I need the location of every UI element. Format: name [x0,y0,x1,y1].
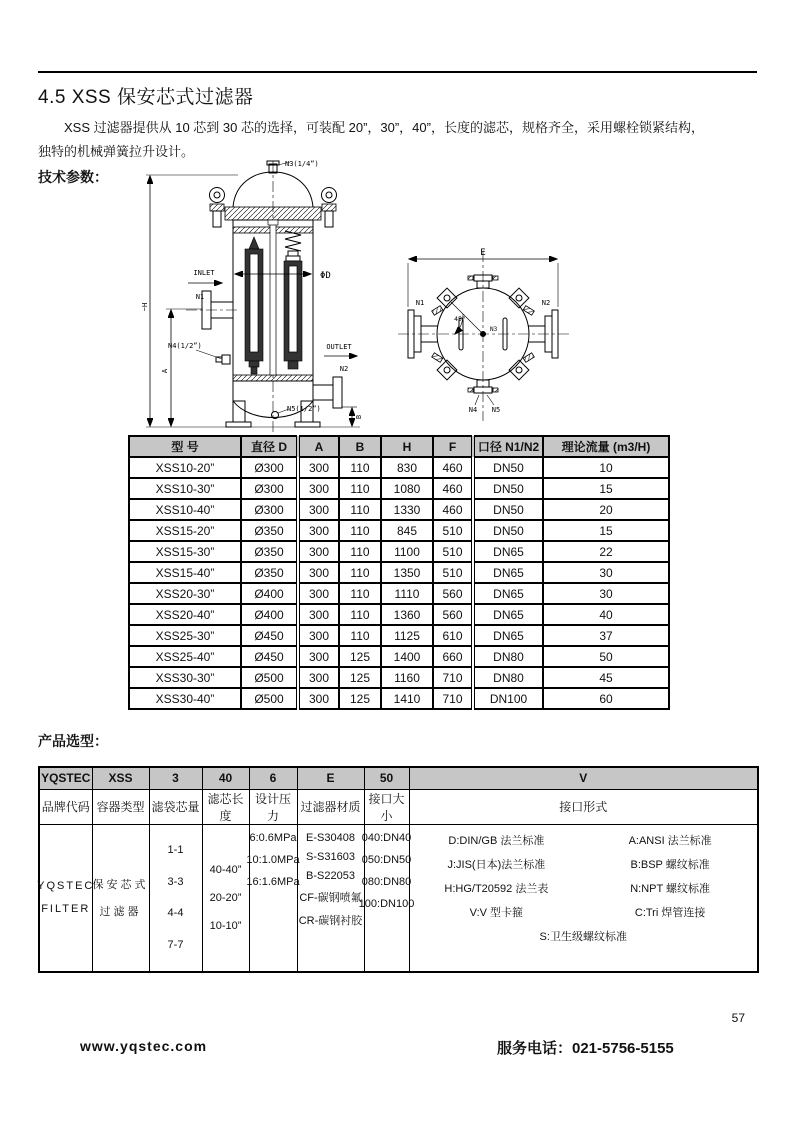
spec-cell: 125 [339,646,381,667]
spec-cell: Ø300 [241,499,298,520]
spec-cell: 15 [543,478,669,499]
col-header-diameter: 直径 D [241,436,298,457]
spec-cell: 10 [543,457,669,478]
port-form-option: J:JIS(日本)法兰标准 [447,858,546,871]
selection-label-row [39,789,758,824]
spec-cell: 300 [298,646,339,667]
spec-cell: 110 [339,457,381,478]
spec-cell: 110 [339,604,381,625]
spec-cell: 125 [339,688,381,709]
spec-cell: Ø450 [241,625,298,646]
col-header-model: 型 号 [129,436,241,457]
quantity-option: 3-3 [167,875,184,888]
spec-cell: 300 [298,604,339,625]
spec-cell: XSS15-40” [129,562,241,583]
spec-cell: 37 [543,625,669,646]
col-header-a: A [298,436,339,457]
outlet-n2-label: N2 [339,365,349,373]
code-quantity: 3 [149,767,202,789]
port-size-option: 080:DN80 [361,875,412,888]
pressure-option: 16:1.6MPa [246,875,300,888]
spec-cell: DN50 [473,457,543,478]
port-form-option: C:Tri 焊管连接 [634,906,706,919]
spec-cell: 1330 [381,499,433,520]
spec-cell: XSS25-30” [129,625,241,646]
code-length: 40 [202,767,249,789]
port-form-option: V:V 型卡箍 [469,906,524,919]
spec-cell: XSS30-30” [129,667,241,688]
label-port-size: 接口大小 [364,789,409,824]
brand-line: FILTER [41,903,91,915]
spec-cell: Ø350 [241,541,298,562]
pressure-option: 6:0.6MPa [249,831,297,844]
spec-cell: 300 [298,499,339,520]
spec-header-row [129,436,669,457]
label-port-form: 接口形式 [409,789,758,824]
spec-cell: 110 [339,583,381,604]
spec-cell: 460 [433,457,473,478]
col-header-h: H [381,436,433,457]
spec-cell: 110 [339,478,381,499]
spec-cell: 710 [433,667,473,688]
spec-cell: 1110 [381,583,433,604]
label-length: 滤芯长度 [202,789,249,824]
selection-body-row [39,824,758,972]
dim-e-label: E [480,248,486,258]
cell-pressure [246,824,300,972]
table-row [129,520,669,541]
spec-cell: XSS10-20” [129,457,241,478]
spec-cell: 110 [339,499,381,520]
product-selection-label: 产品选型： [38,733,108,749]
spec-cell: 1350 [381,562,433,583]
code-series: XSS [92,767,149,789]
code-material: E [297,767,364,789]
n4-label: N4 [468,406,478,414]
dim-a-label: A [161,368,169,374]
table-row [129,604,669,625]
intro-paragraph [38,116,757,164]
spec-cell: DN50 [473,478,543,499]
cell-brand [37,824,95,972]
port-form-option: H:HG/T20592 法兰表 [444,882,549,895]
spec-cell: DN65 [473,562,543,583]
spec-cell: 660 [433,646,473,667]
spec-cell: 50 [543,646,669,667]
header-rule [38,71,757,73]
cell-series [92,824,149,972]
spec-cell: DN80 [473,667,543,688]
spec-cell: 560 [433,604,473,625]
spec-cell: 460 [433,499,473,520]
spec-cell: XSS20-30” [129,583,241,604]
material-option: B-S22053 [306,869,355,882]
spec-table [128,435,670,710]
spec-cell: 300 [298,457,339,478]
dim-d-label: ΦD [320,271,331,281]
spec-cell: 1100 [381,541,433,562]
quantity-option: 4-4 [167,907,184,920]
footer-phone: 服务电话：021-5756-5155 [497,1040,674,1057]
spec-cell: DN65 [473,604,543,625]
label-quantity: 滤袋芯量 [149,789,202,824]
col-header-port: 口径 N1/N2 [473,436,543,457]
spec-cell: 845 [381,520,433,541]
eyebolt-left-icon [210,188,225,228]
spec-cell: DN65 [473,625,543,646]
type-line: 过滤器 [99,906,142,918]
spec-cell: XSS10-40” [129,499,241,520]
spec-cell: DN50 [473,520,543,541]
spec-cell: DN65 [473,583,543,604]
spec-cell: 30 [543,583,669,604]
material-option: CR-碳钢衬胶 [298,914,363,927]
length-option: 40-40” [209,863,242,876]
label-material: 过滤器材质 [297,789,364,824]
table-row [129,583,669,604]
n3-nozzle-label: N3(1/4”) [285,160,319,168]
table-row [129,541,669,562]
table-row [129,646,669,667]
label-series: 容器类型 [92,789,149,824]
selection-table [38,766,759,973]
spec-cell: XSS15-20” [129,520,241,541]
spec-cell: 110 [339,625,381,646]
col-header-b: B [339,436,381,457]
spec-cell: 125 [339,667,381,688]
quantity-option: 7-7 [167,938,184,951]
spec-cell: Ø300 [241,457,298,478]
table-row [129,457,669,478]
spec-cell: 110 [339,562,381,583]
port-form-bottom-option: S:卫生级螺纹标准 [539,930,627,943]
inlet-n1-label: N1 [195,293,205,301]
spec-cell: 1360 [381,604,433,625]
spec-cell: 300 [298,562,339,583]
label-brand: 品牌代码 [39,789,92,824]
spec-cell: 1080 [381,478,433,499]
cell-length [202,824,249,972]
spec-cell: 30 [543,562,669,583]
spec-cell: 300 [298,541,339,562]
material-option: E-S30408 [306,831,355,844]
spec-cell: Ø500 [241,688,298,709]
spec-cell: XSS15-30” [129,541,241,562]
spec-cell: 110 [339,520,381,541]
spec-cell: 510 [433,520,473,541]
table-row [129,562,669,583]
spec-cell: 1125 [381,625,433,646]
cell-quantity [149,824,202,972]
spec-cell: 15 [543,520,669,541]
brand-line: YQSTEC [37,880,95,892]
spec-cell: 1160 [381,667,433,688]
tech-params-label: 技术参数： [38,169,108,185]
spec-cell: 60 [543,688,669,709]
spec-cell: 20 [543,499,669,520]
spec-cell: 1400 [381,646,433,667]
label-pressure: 设计压力 [249,789,297,824]
type-line: 保安芯式 [92,879,149,891]
quantity-option: 1-1 [167,844,184,857]
intro-line-1: XSS 过滤器提供从 10 芯到 30 芯的选择，可装配 20”，30”，40”，长度的滤芯，规格齐全，采用螺栓锁紧结构， [64,120,704,135]
spec-cell: 460 [433,478,473,499]
n4-nozzle-label: N4(1/2”) [168,342,202,350]
spec-cell: Ø450 [241,646,298,667]
material-option: CF-碳钢喷氟 [299,891,362,904]
spec-cell: 300 [298,625,339,646]
spec-cell: 40 [543,604,669,625]
footer-website: www.yqstec.com [80,1038,208,1054]
dim-h-label: ~H [141,302,149,312]
inlet-label: INLET [193,269,215,277]
n2-topview-label: N2 [541,299,551,307]
cell-port-size [358,824,415,972]
spec-cell: DN100 [473,688,543,709]
dim-b-label: B [355,414,363,420]
port-form-option: D:DIN/GB 法兰标准 [448,834,545,847]
code-port-form: V [409,767,758,789]
spec-cell: DN80 [473,646,543,667]
code-port-size: 50 [364,767,409,789]
intro-line-2: 独特的机械弹簧拉升设计。 [38,144,195,159]
spec-cell: 560 [433,583,473,604]
spec-cell: 830 [381,457,433,478]
port-form-option: N:NPT 螺纹标准 [630,882,711,895]
port-form-option: A:ANSI 法兰标准 [628,834,712,847]
spec-cell: 22 [543,541,669,562]
table-row [129,625,669,646]
n5-label: N5 [491,406,501,414]
spec-cell: Ø500 [241,667,298,688]
spec-cell: 510 [433,541,473,562]
table-row [129,499,669,520]
eyebolt-right-icon [322,188,337,228]
spec-cell: Ø350 [241,562,298,583]
spec-cell: 45 [543,667,669,688]
n3-center-label: N3 [490,326,498,333]
spec-cell: 710 [433,688,473,709]
spec-cell: Ø300 [241,478,298,499]
n5-drain-label: N5(1/2”) [287,405,321,413]
col-header-f: F [433,436,473,457]
spec-cell: 300 [298,478,339,499]
front-view [141,160,363,433]
spec-cell: XSS20-40” [129,604,241,625]
port-size-option: 050:DN50 [361,853,412,866]
col-header-flow: 理论流量 (m3/H) [543,436,669,457]
spec-cell: 1410 [381,688,433,709]
top-view [398,248,570,421]
spec-cell: Ø400 [241,604,298,625]
spec-cell: Ø400 [241,583,298,604]
code-pressure: 6 [249,767,297,789]
spec-cell: 610 [433,625,473,646]
spec-cell: 300 [298,688,339,709]
spec-cell: 300 [298,583,339,604]
selection-code-row [39,767,758,789]
table-row [129,667,669,688]
port-size-option: 100:DN100 [358,897,415,910]
spec-cell: 300 [298,667,339,688]
spec-cell: 300 [298,520,339,541]
cell-port-form [409,824,758,972]
pressure-option: 10:1.0MPa [246,853,300,866]
spec-cell: 510 [433,562,473,583]
spec-cell: 110 [339,541,381,562]
port-form-option: B:BSP 螺纹标准 [630,858,710,871]
port-size-option: 040:DN40 [361,831,412,844]
code-brand: YQSTEC [39,767,92,789]
n1-topview-label: N1 [415,299,425,307]
table-row [129,688,669,709]
spec-cell: DN65 [473,541,543,562]
angle-45-label: 45° [454,315,466,323]
outlet-label: OUTLET [326,343,352,351]
spec-cell: Ø350 [241,520,298,541]
length-option: 10-10” [209,919,242,932]
filter-drawing-svg [138,159,618,439]
spec-cell: XSS30-40” [129,688,241,709]
spec-cell: XSS10-30” [129,478,241,499]
cell-material [297,824,364,972]
length-option: 20-20” [209,891,242,904]
page-number: 57 [731,1011,745,1025]
section-title: 4.5 XSS 保安芯式过滤器 [38,87,254,108]
material-option: S-S31603 [306,850,355,863]
spec-table-body [129,457,669,709]
spec-cell: DN50 [473,499,543,520]
spec-cell: XSS25-40” [129,646,241,667]
table-row [129,478,669,499]
